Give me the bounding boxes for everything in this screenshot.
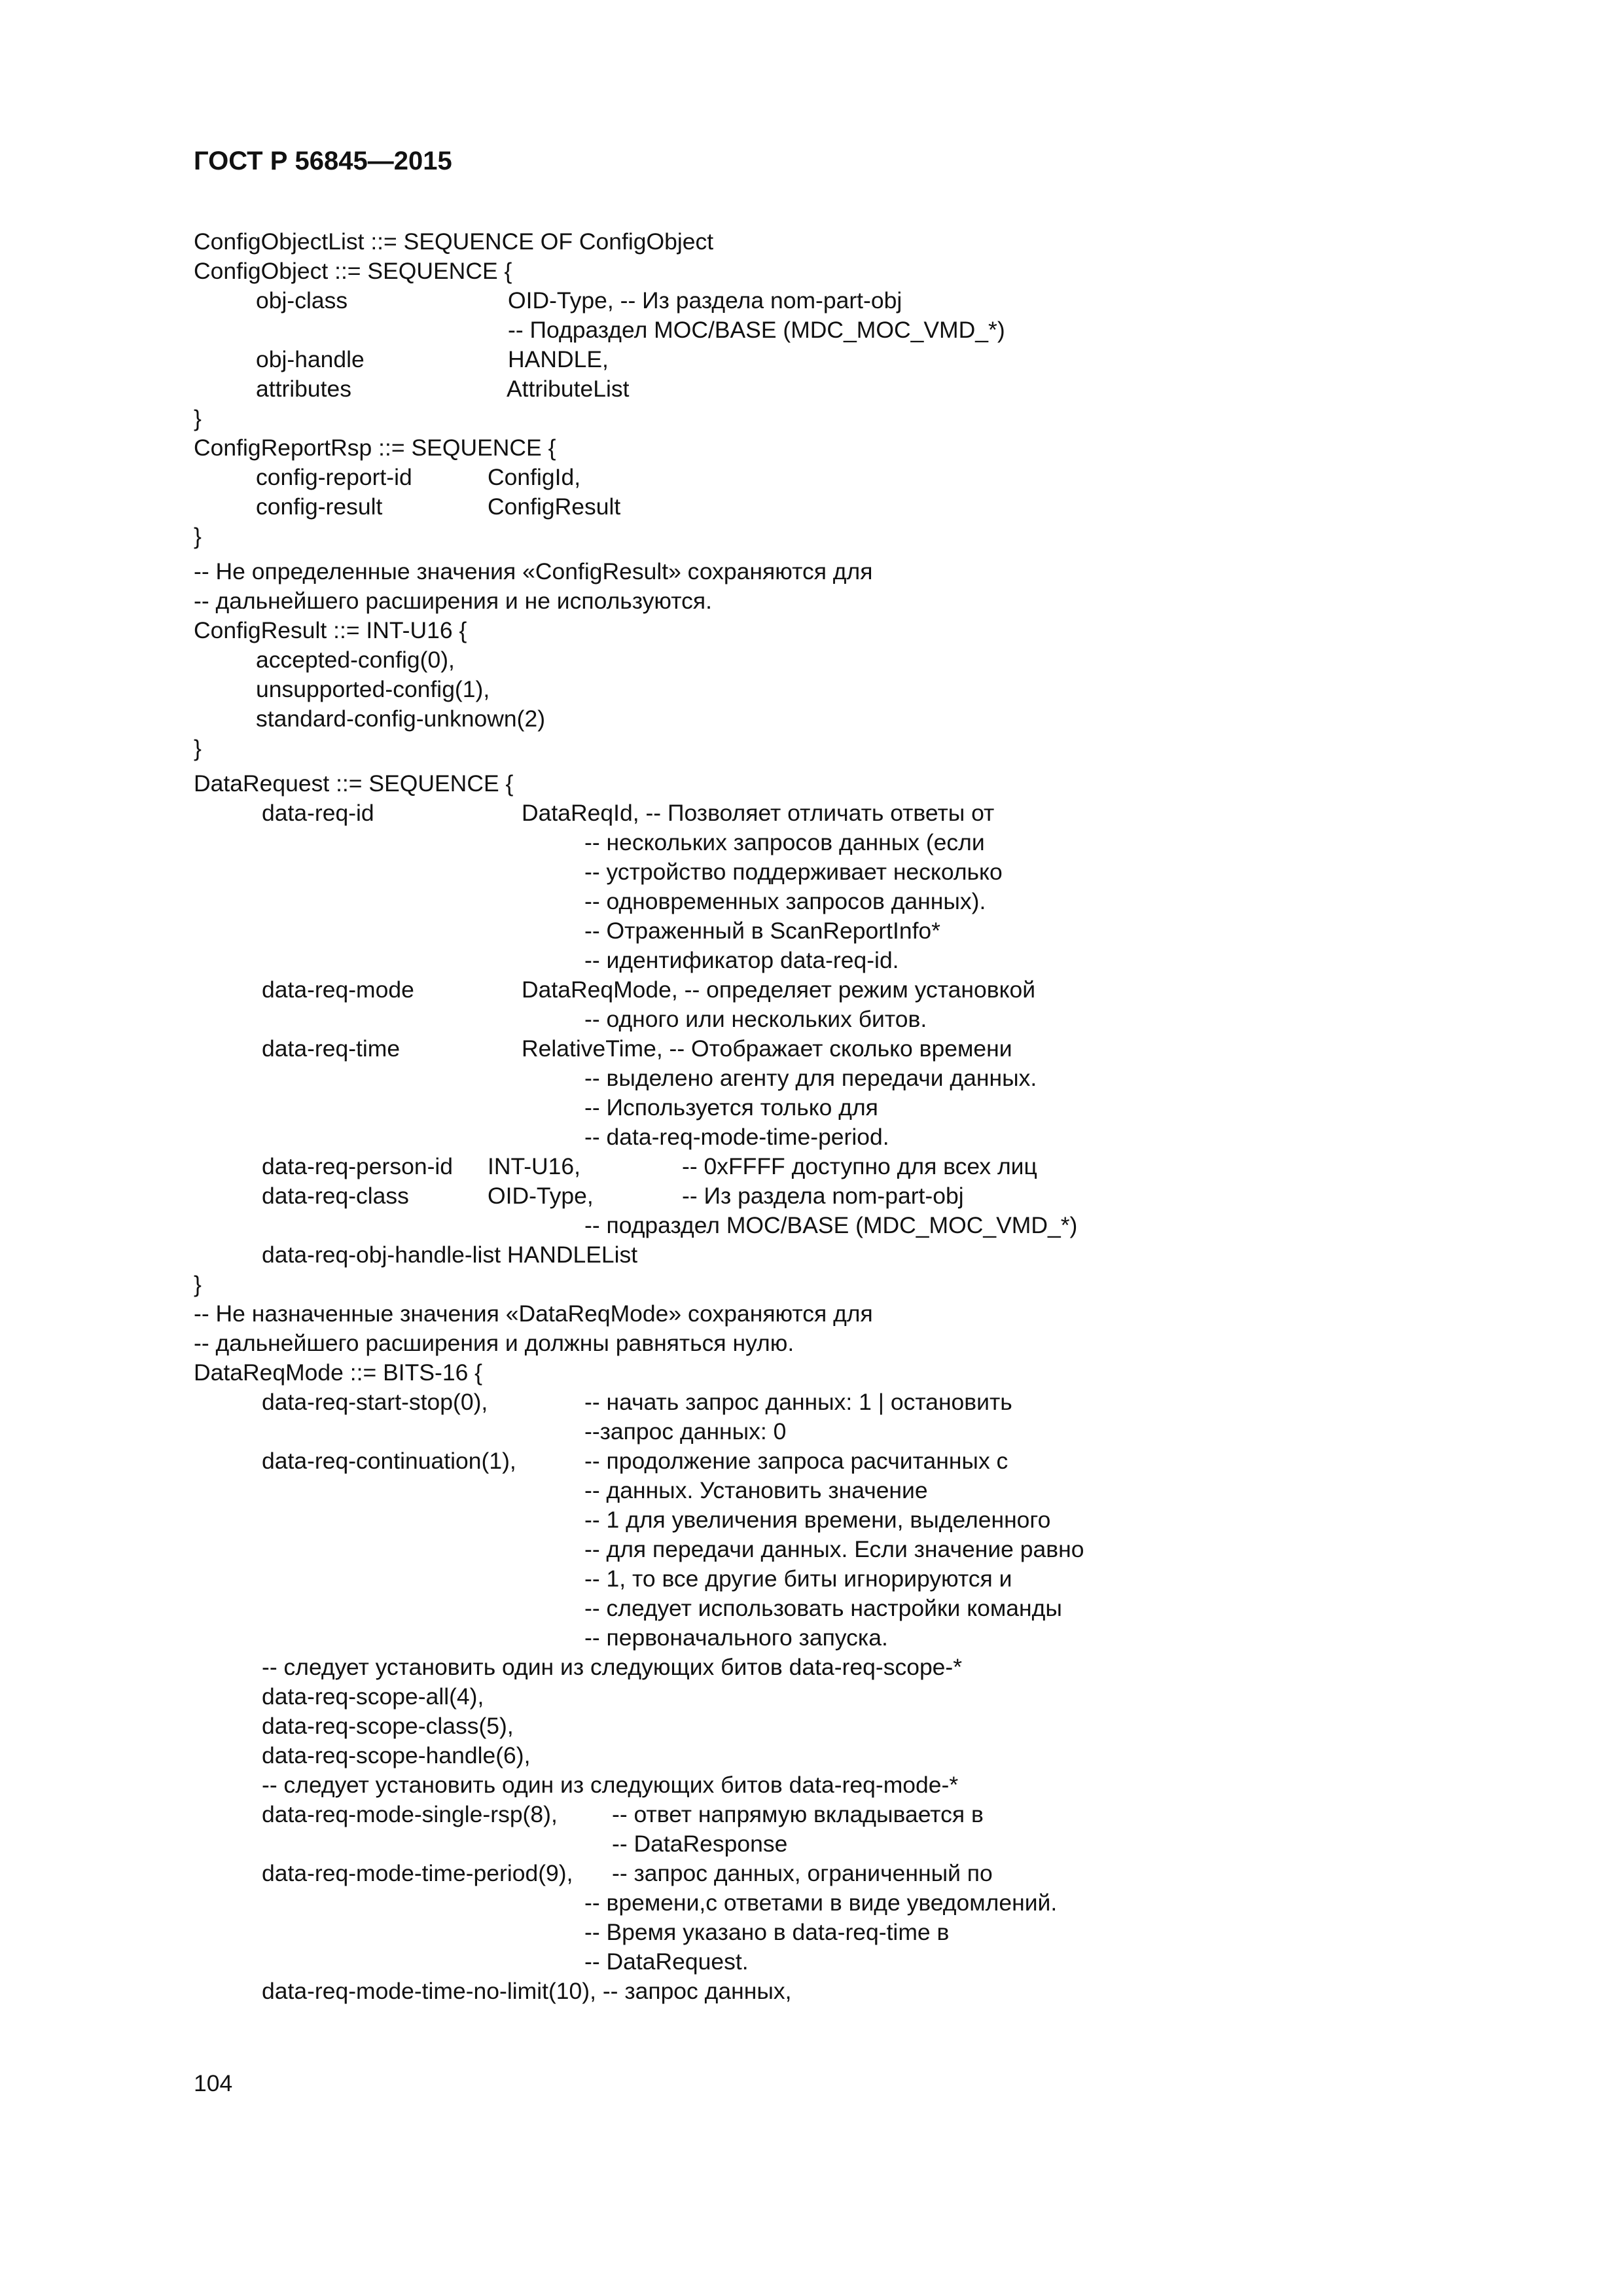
code-line: -- 1 для увеличения времени, выделенного [584, 1507, 1051, 1533]
code-line: data-req-obj-handle-list HANDLEList [262, 1242, 638, 1268]
code-line: -- начать запрос данных: 1 | остановить [584, 1389, 1012, 1415]
code-line: -- продолжение запроса расчитанных с [584, 1448, 1008, 1474]
code-line: -- Подраздел MOC/BASE (MDC_MOC_VMD_*) [508, 317, 1005, 343]
code-line: ConfigObject ::= SEQUENCE { [194, 258, 512, 284]
code-line: -- следует установить один из следующих битов data-req-scope-* [262, 1654, 963, 1680]
code-line: config-result [256, 493, 383, 520]
code-line: } [194, 523, 202, 549]
code-line: -- data-req-mode-time-period. [584, 1124, 889, 1150]
code-line: DataReqMode ::= BITS-16 { [194, 1359, 483, 1386]
code-line: -- для передачи данных. Если значение равно [584, 1536, 1084, 1562]
code-line: -- следует установить один из следующих битов data-req-mode-* [262, 1772, 959, 1798]
code-line: -- устройство поддерживает несколько [584, 859, 1003, 885]
code-line: } [194, 735, 202, 761]
code-line: -- DataResponse [612, 1831, 788, 1857]
code-line: attributes [256, 376, 352, 402]
code-line: -- Не определенные значения «ConfigResult» сохраняются для [194, 558, 873, 584]
code-line: -- нескольких запросов данных (если [584, 829, 985, 855]
code-line: data-req-continuation(1), [262, 1448, 516, 1474]
code-line: -- Из раздела nom-part-obj [682, 1183, 964, 1209]
code-line: -- подраздел MOC/BASE (MDC_MOC_VMD_*) [584, 1212, 1078, 1238]
document-header: ГОСТ Р 56845—2015 [194, 147, 452, 175]
code-line: DataReqMode, -- определяет режим установкой [522, 977, 1036, 1003]
code-line: AttributeList [507, 376, 630, 402]
code-line: accepted-config(0), [256, 647, 455, 673]
code-line: data-req-person-id [262, 1153, 454, 1179]
code-line: -- дальнейшего расширения и не используются. [194, 588, 712, 614]
code-line: -- ответ напрямую вкладывается в [612, 1801, 984, 1827]
code-line: -- Отраженный в ScanReportInfo* [584, 918, 940, 944]
code-line: } [194, 1271, 202, 1297]
code-line: data-req-scope-all(4), [262, 1683, 484, 1710]
code-line: data-req-start-stop(0), [262, 1389, 488, 1415]
code-line: --запрос данных: 0 [584, 1418, 787, 1444]
code-line: ConfigObjectList ::= SEQUENCE OF ConfigObject [194, 228, 714, 255]
code-line: -- Время указано в data-req-time в [584, 1919, 950, 1945]
code-line: -- одновременных запросов данных). [584, 888, 986, 914]
code-line: -- дальнейшего расширения и должны равняться нулю. [194, 1330, 794, 1356]
code-line: unsupported-config(1), [256, 676, 490, 702]
code-line: -- первоначального запуска. [584, 1624, 888, 1651]
code-line: obj-class [256, 287, 348, 314]
code-line: -- запрос данных, ограниченный по [612, 1860, 993, 1886]
code-line: ConfigId, [488, 464, 581, 490]
code-line: -- выделено агенту для передачи данных. [584, 1065, 1037, 1091]
code-line: -- 0xFFFF доступно для всех лиц [682, 1153, 1037, 1179]
code-line: data-req-id [262, 800, 374, 826]
code-line: -- времени,с ответами в виде уведомлений. [584, 1890, 1058, 1916]
code-line: -- одного или нескольких битов. [584, 1006, 927, 1032]
code-line: data-req-time [262, 1035, 401, 1062]
code-line: data-req-mode-single-rsp(8), [262, 1801, 558, 1827]
code-line: standard-config-unknown(2) [256, 706, 546, 732]
code-line: data-req-class [262, 1183, 409, 1209]
code-line: OID-Type, -- Из раздела nom-part-obj [508, 287, 902, 314]
code-line: data-req-mode-time-period(9), [262, 1860, 573, 1886]
code-line: DataReqId, -- Позволяет отличать ответы от [522, 800, 995, 826]
code-line: -- 1, то все другие биты игнорируются и [584, 1566, 1012, 1592]
code-line: -- DataRequest. [584, 1948, 749, 1975]
code-line: -- следует использовать настройки команды [584, 1595, 1062, 1621]
code-line: OID-Type, [488, 1183, 594, 1209]
code-line: ConfigResult [488, 493, 621, 520]
code-line: -- Не назначенные значения «DataReqMode» сохраняются для [194, 1300, 873, 1327]
code-line: INT-U16, [488, 1153, 581, 1179]
code-line: HANDLE, [508, 346, 609, 372]
code-line: config-report-id [256, 464, 412, 490]
code-line: DataRequest ::= SEQUENCE { [194, 770, 514, 797]
code-line: data-req-mode [262, 977, 414, 1003]
code-line: -- Используется только для [584, 1094, 878, 1121]
code-line: data-req-mode-time-no-limit(10), -- запрос данных, [262, 1978, 792, 2004]
code-line: -- данных. Установить значение [584, 1477, 928, 1503]
page-number: 104 [194, 2070, 233, 2096]
code-line: ConfigReportRsp ::= SEQUENCE { [194, 435, 556, 461]
code-line: data-req-scope-class(5), [262, 1713, 514, 1739]
code-line: RelativeTime, -- Отображает сколько времени [522, 1035, 1012, 1062]
code-line: obj-handle [256, 346, 365, 372]
code-line: -- идентификатор data-req-id. [584, 947, 899, 973]
code-line: } [194, 405, 202, 431]
code-line: ConfigResult ::= INT-U16 { [194, 617, 467, 643]
code-line: data-req-scope-handle(6), [262, 1742, 531, 1768]
